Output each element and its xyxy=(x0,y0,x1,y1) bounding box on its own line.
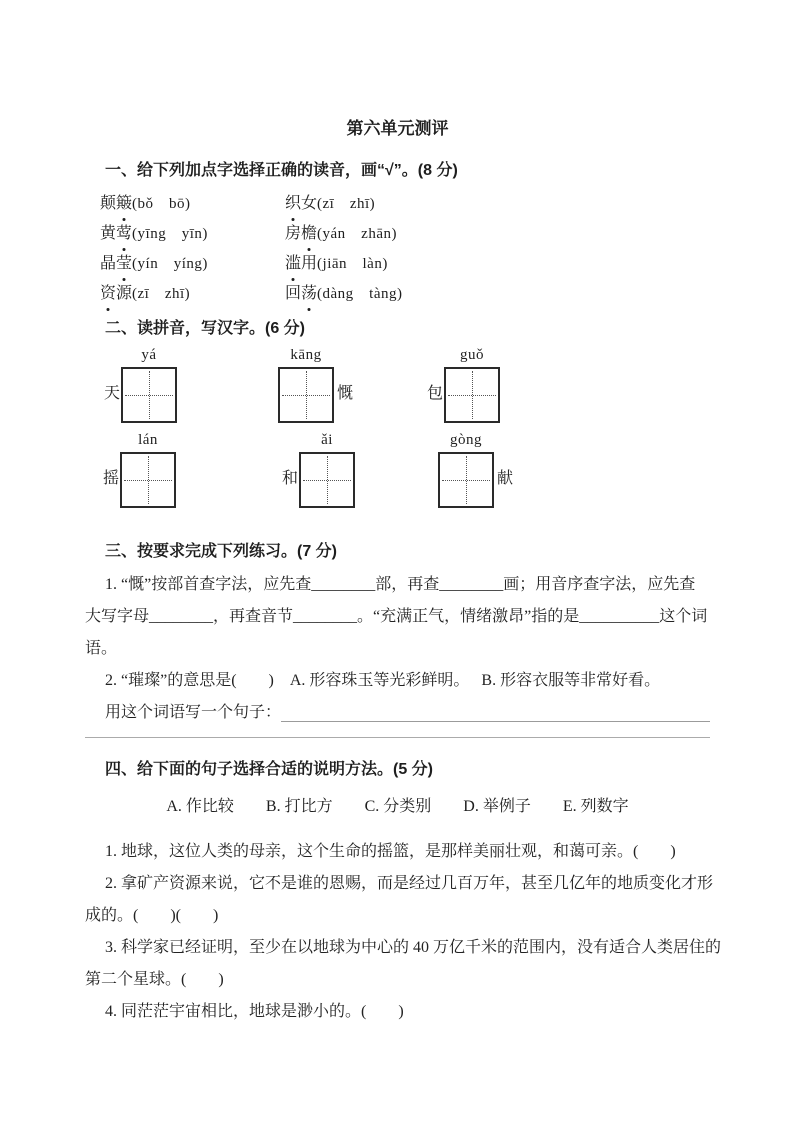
tianzige-box xyxy=(299,452,355,508)
given-char: 慨 xyxy=(337,385,354,402)
word-text xyxy=(100,225,132,242)
pinyin-choice-item xyxy=(285,279,403,309)
box-vertical-guide xyxy=(149,371,150,419)
character-box-row xyxy=(85,345,710,423)
word-char-plain: 黄 xyxy=(100,225,117,242)
tianzige-box xyxy=(278,367,334,423)
pinyin-options: (dàng tàng) xyxy=(317,286,403,302)
box-with-pinyin xyxy=(444,345,500,423)
given-char: 天 xyxy=(104,385,121,402)
question-line: 成的。( )( ) xyxy=(85,907,219,924)
given-char: 摇 xyxy=(103,470,120,487)
pinyin-options: (yín yíng) xyxy=(132,256,208,272)
question-line: 4. 同茫茫宇宙相比，地球是渺小的。( ) xyxy=(105,1003,404,1020)
question-line: 2. 拿矿产资源来说，它不是谁的恩赐，而是经过几百万年，甚至几亿年的地质变化才形 xyxy=(105,875,714,892)
question-line: 1. 地球，这位人类的母亲，这个生命的摇篮，是那样美丽壮观，和蔼可亲。( ) xyxy=(105,843,676,860)
box-with-pinyin xyxy=(278,345,334,423)
question-line: 第二个星球。( ) xyxy=(85,971,224,988)
box-with-pinyin xyxy=(120,430,176,508)
pinyin-label: lán xyxy=(138,432,158,448)
section1-heading: 一、给下列加点字选择正确的读音，画“√”。(8 分) xyxy=(105,162,458,179)
word-char-plain: 颠 xyxy=(100,195,117,212)
tianzige-box xyxy=(438,452,494,508)
pinyin-options: (yán zhān) xyxy=(317,226,397,242)
word-char-plain: 回 xyxy=(285,285,302,302)
pinyin-choice-grid xyxy=(100,189,710,309)
word-char-plain: 源 xyxy=(116,285,133,302)
pinyin-choice-item xyxy=(285,189,403,219)
tianzige-box xyxy=(121,367,177,423)
blank-fill-line xyxy=(281,697,710,722)
box-vertical-guide xyxy=(472,371,473,419)
sentence-writing-row xyxy=(85,697,710,729)
word-char-plain: 晶 xyxy=(100,255,117,272)
word-char-plain: 女 xyxy=(301,195,318,212)
word-char-dotted: 滥 xyxy=(285,249,301,279)
section4-heading: 四、给下面的句子选择合适的说明方法。(5 分) xyxy=(105,761,434,778)
box-vertical-guide xyxy=(306,371,307,419)
word-text xyxy=(285,225,317,242)
given-char: 包 xyxy=(427,385,444,402)
sentence-prompt: 用这个词语写一个句子： xyxy=(105,704,282,721)
word-text xyxy=(285,285,317,302)
pinyin-label: yá xyxy=(141,347,157,363)
pinyin-choice-item xyxy=(285,249,403,279)
word-text xyxy=(100,255,132,272)
word-char-dotted: 织 xyxy=(285,189,301,219)
pinyin-options: (yīng yīn) xyxy=(132,226,208,242)
word-char-plain: 用 xyxy=(301,255,318,272)
pinyin-label: guǒ xyxy=(460,347,485,363)
section2-heading: 二、读拼音，写汉字。(6 分) xyxy=(105,320,306,337)
character-box-group xyxy=(103,430,179,508)
section4-items xyxy=(85,836,722,1028)
pinyin-label: gòng xyxy=(450,432,482,448)
word-char-dotted: 檐 xyxy=(301,219,317,249)
continuation-line xyxy=(85,737,710,738)
word-text xyxy=(100,195,132,212)
pinyin-choice-item xyxy=(285,219,403,249)
pinyin-choice-item xyxy=(100,279,285,309)
pinyin-options: (zī zhī) xyxy=(317,196,376,212)
pinyin-label: kāng xyxy=(290,347,322,363)
method-options-line: A. 作比较 B. 打比方 C. 分类别 D. 举例子 E. 列数字 xyxy=(166,798,629,815)
character-box-group xyxy=(427,345,503,423)
given-char: 献 xyxy=(497,470,514,487)
question-1-block xyxy=(85,569,710,665)
pinyin-options: (jiān làn) xyxy=(317,256,388,272)
character-box-group xyxy=(104,345,180,423)
word-char-plain: 房 xyxy=(285,225,302,242)
word-text xyxy=(285,195,317,212)
question-line: 3. 科学家已经证明，至少在以地球为中心的 40 万亿千米的范围内，没有适合人类居住的 xyxy=(105,939,722,956)
pinyin-choice-item xyxy=(100,249,285,279)
pinyin-label: ǎi xyxy=(321,432,333,448)
question-line: 2. “璀璨”的意思是( ) A. 形容珠玉等光彩鲜明。 B. 形容衣服等非常好看。 xyxy=(105,672,661,689)
box-vertical-guide xyxy=(466,456,467,504)
page-title: 第六单元测评 xyxy=(346,119,449,138)
question-line: 语。 xyxy=(85,640,118,657)
word-char-dotted: 荡 xyxy=(301,279,317,309)
section3-heading: 三、按要求完成下列练习。(7 分) xyxy=(105,543,338,560)
pinyin-options: (zī zhī) xyxy=(132,286,191,302)
box-vertical-guide xyxy=(148,456,149,504)
word-char-dotted: 资 xyxy=(100,279,116,309)
word-char-dotted: 莺 xyxy=(116,219,132,249)
box-with-pinyin xyxy=(299,430,355,508)
pinyin-choice-item xyxy=(100,189,285,219)
character-box-group xyxy=(282,430,358,508)
box-with-pinyin xyxy=(438,430,494,508)
word-char-dotted: 簸 xyxy=(116,189,132,219)
tianzige-box xyxy=(444,367,500,423)
pinyin-choice-item xyxy=(100,219,285,249)
question-line: 1. “慨”按部首查字法，应先查________部，再查________画；用音序查字法，应先查 xyxy=(105,576,696,593)
question-line: 大写字母________，再查音节________。“充满正气，情绪激昂”指的是__________这个词 xyxy=(85,608,708,625)
character-box-group xyxy=(277,345,353,423)
character-box-row xyxy=(85,430,710,508)
pinyin-options: (bǒ bō) xyxy=(132,196,191,212)
word-char-dotted: 莹 xyxy=(116,249,132,279)
character-box-group xyxy=(437,430,513,508)
box-with-pinyin xyxy=(121,345,177,423)
given-char: 和 xyxy=(282,470,299,487)
word-text xyxy=(100,285,132,302)
tianzige-box xyxy=(120,452,176,508)
box-vertical-guide xyxy=(327,456,328,504)
word-text xyxy=(285,255,317,272)
